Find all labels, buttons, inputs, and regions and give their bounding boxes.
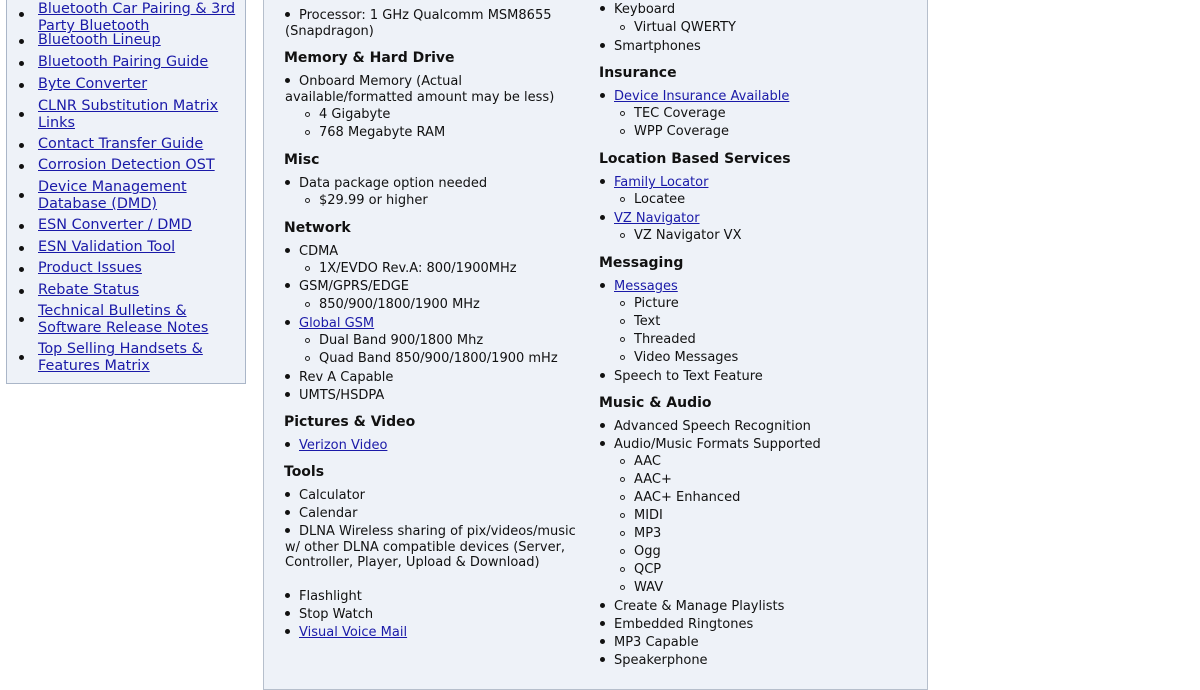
circle-bullet-icon: [620, 111, 625, 116]
nav-link-clnr-substitution[interactable]: CLNR Substitution Matrix Links: [38, 98, 219, 131]
spec-item: Calculator: [285, 488, 365, 503]
nav-link-contact-transfer[interactable]: Contact Transfer Guide: [38, 136, 204, 152]
section-title-network: Network: [284, 220, 351, 236]
bullet-icon: [19, 12, 24, 17]
bullet-icon: [285, 593, 290, 598]
bullet-icon: [600, 6, 605, 11]
circle-bullet-icon: [305, 338, 310, 343]
circle-bullet-icon: [305, 266, 310, 271]
device-specs-panel: [263, 0, 928, 690]
bullet-icon: [285, 12, 290, 17]
device-insurance-link[interactable]: Device Insurance Available: [614, 89, 790, 104]
bullet-icon: [285, 180, 290, 185]
spec-sub-item: MP3: [620, 526, 661, 541]
spec-sub-item: Ogg: [620, 544, 661, 559]
spec-sub-item: 1X/EVDO Rev.A: 800/1900MHz: [305, 261, 517, 276]
circle-bullet-icon: [620, 129, 625, 134]
section-title-memory: Memory & Hard Drive: [284, 50, 455, 66]
spec-item: [600, 89, 789, 104]
nav-link-bluetooth-lineup[interactable]: Bluetooth Lineup: [38, 32, 161, 48]
bullet-icon: [600, 441, 605, 446]
section-title-misc: Misc: [284, 152, 320, 168]
bullet-icon: [19, 61, 24, 66]
spec-sub-item: Text: [620, 314, 660, 329]
bullet-icon: [285, 392, 290, 397]
nav-item[interactable]: [7, 303, 239, 339]
section-title-pictures-video: Pictures & Video: [284, 414, 416, 430]
spec-item: Smartphones: [600, 39, 701, 54]
circle-bullet-icon: [620, 233, 625, 238]
nav-link-rebate-status[interactable]: Rebate Status: [38, 282, 140, 298]
spec-item: [285, 316, 374, 331]
bullet-icon: [19, 289, 24, 294]
nav-item[interactable]: [7, 54, 239, 72]
spec-sub-item: AAC+: [620, 472, 672, 487]
bullet-icon: [285, 78, 290, 83]
section-title-location: Location Based Services: [599, 151, 791, 167]
spec-sub-item: MIDI: [620, 508, 663, 523]
section-title-insurance: Insurance: [599, 65, 677, 81]
bullet-icon: [285, 528, 290, 533]
nav-item[interactable]: [7, 260, 239, 278]
spec-item: [285, 625, 407, 640]
spec-item: CDMA: [285, 244, 338, 259]
spec-item: Data package option needed: [285, 176, 487, 191]
bullet-icon: [19, 317, 24, 322]
spec-processor: Processor: 1 GHz Qualcomm MSM8655 (Snapdragon): [285, 8, 552, 39]
nav-link-bluetooth-car-pairing[interactable]: Bluetooth Car Pairing & 3rd Party Bluetooth: [38, 1, 236, 34]
nav-link-top-selling[interactable]: Top Selling Handsets & Features Matrix: [38, 341, 203, 374]
bullet-icon: [600, 373, 605, 378]
nav-item[interactable]: [7, 239, 239, 257]
bullet-icon: [19, 112, 24, 117]
circle-bullet-icon: [620, 301, 625, 306]
spec-item: Flashlight: [285, 589, 362, 604]
bullet-icon: [285, 611, 290, 616]
spec-item: [600, 211, 700, 226]
spec-sub-item: 850/900/1800/1900 MHz: [305, 297, 480, 312]
nav-link-esn-validation[interactable]: ESN Validation Tool: [38, 239, 176, 255]
spec-item: GSM/GPRS/EDGE: [285, 279, 409, 294]
nav-link-technical-bulletins[interactable]: Technical Bulletins & Software Release Notes: [38, 303, 209, 336]
spec-sub-item: Quad Band 850/900/1800/1900 mHz: [305, 351, 558, 366]
global-gsm-link[interactable]: Global GSM: [299, 316, 375, 331]
verizon-video-link[interactable]: Verizon Video: [299, 438, 388, 453]
bullet-icon: [600, 215, 605, 220]
bullet-icon: [285, 374, 290, 379]
spec-sub-item: AAC+ Enhanced: [620, 490, 740, 505]
left-nav-panel: [6, 0, 246, 384]
circle-bullet-icon: [305, 130, 310, 135]
spec-item: Audio/Music Formats Supported: [600, 437, 821, 452]
section-title-tools: Tools: [284, 464, 325, 480]
spec-sub-item: AAC: [620, 454, 661, 469]
bullet-icon: [600, 639, 605, 644]
section-title-music-audio: Music & Audio: [599, 395, 712, 411]
circle-bullet-icon: [620, 513, 625, 518]
spec-item: Stop Watch: [285, 607, 373, 622]
bullet-icon: [285, 283, 290, 288]
spec-item: UMTS/HSDPA: [285, 388, 384, 403]
spec-sub-item: WPP Coverage: [620, 124, 729, 139]
spec-sub-item: VZ Navigator VX: [620, 228, 741, 243]
bullet-icon: [19, 267, 24, 272]
bullet-icon: [19, 83, 24, 88]
bullet-icon: [600, 43, 605, 48]
nav-link-product-issues[interactable]: Product Issues: [38, 260, 142, 276]
bullet-icon: [600, 283, 605, 288]
bullet-icon: [285, 320, 290, 325]
nav-item[interactable]: [7, 76, 239, 94]
spec-sub-item: Virtual QWERTY: [620, 20, 736, 35]
bullet-icon: [19, 39, 24, 44]
nav-link-esn-converter[interactable]: ESN Converter / DMD: [38, 217, 192, 233]
circle-bullet-icon: [305, 356, 310, 361]
spec-sub-item: Video Messages: [620, 350, 738, 365]
nav-item[interactable]: [7, 32, 239, 50]
nav-item[interactable]: [7, 136, 239, 154]
circle-bullet-icon: [620, 531, 625, 536]
circle-bullet-icon: [620, 459, 625, 464]
circle-bullet-icon: [620, 337, 625, 342]
spec-item: Rev A Capable: [285, 370, 393, 385]
bullet-icon: [19, 164, 24, 169]
bullet-icon: [600, 603, 605, 608]
nav-item[interactable]: [7, 282, 239, 300]
spec-sub-item: 768 Megabyte RAM: [305, 125, 445, 140]
bullet-icon: [19, 193, 24, 198]
nav-link-bluetooth-pairing-guide[interactable]: Bluetooth Pairing Guide: [38, 54, 209, 70]
bullet-icon: [285, 248, 290, 253]
spec-item: MP3 Capable: [600, 635, 699, 650]
vz-navigator-link[interactable]: VZ Navigator: [614, 211, 700, 226]
bullet-icon: [285, 442, 290, 447]
spec-sub-item: Dual Band 900/1800 Mhz: [305, 333, 483, 348]
section-title-messaging: Messaging: [599, 255, 684, 271]
bullet-icon: [600, 93, 605, 98]
nav-item[interactable]: [7, 98, 239, 134]
spec-item: Calendar: [285, 506, 357, 521]
spec-item: Speech to Text Feature: [600, 369, 763, 384]
bullet-icon: [285, 510, 290, 515]
circle-bullet-icon: [620, 355, 625, 360]
spec-item: [600, 175, 708, 190]
circle-bullet-icon: [620, 549, 625, 554]
circle-bullet-icon: [620, 25, 625, 30]
bullet-icon: [19, 143, 24, 148]
nav-item[interactable]: [7, 217, 239, 235]
nav-item[interactable]: [7, 0, 239, 34]
bullet-icon: [285, 629, 290, 634]
nav-link-byte-converter[interactable]: Byte Converter: [38, 76, 148, 92]
bullet-icon: [285, 492, 290, 497]
family-locator-link[interactable]: Family Locator: [614, 175, 709, 190]
bullet-icon: [600, 621, 605, 626]
nav-item[interactable]: [7, 179, 239, 215]
nav-link-corrosion-detection[interactable]: Corrosion Detection OST: [38, 157, 215, 173]
nav-link-device-management[interactable]: Device Management Database (DMD): [38, 179, 187, 212]
circle-bullet-icon: [620, 319, 625, 324]
spec-item: Advanced Speech Recognition: [600, 419, 811, 434]
spec-dlna: DLNA Wireless sharing of pix/videos/music w/ other DLNA compatible devices (Server, Controller, Player, Upload & Download): [285, 524, 576, 571]
circle-bullet-icon: [305, 302, 310, 307]
spec-sub-item: TEC Coverage: [620, 106, 726, 121]
spec-item: [600, 279, 678, 294]
spec-sub-item: QCP: [620, 562, 661, 577]
bullet-icon: [19, 224, 24, 229]
spec-onboard-memory: Onboard Memory (Actual available/formatted amount may be less): [285, 74, 555, 105]
spec-sub-item: $29.99 or higher: [305, 193, 428, 208]
bullet-icon: [19, 355, 24, 360]
bullet-icon: [600, 179, 605, 184]
bullet-icon: [600, 657, 605, 662]
spec-item: [285, 438, 387, 453]
spec-sub-item: Threaded: [620, 332, 696, 347]
spec-sub-item: 4 Gigabyte: [305, 107, 390, 122]
circle-bullet-icon: [620, 197, 625, 202]
messages-link[interactable]: Messages: [614, 279, 678, 294]
bullet-icon: [600, 423, 605, 428]
spec-item: Keyboard: [600, 2, 675, 17]
circle-bullet-icon: [620, 495, 625, 500]
bullet-icon: [19, 246, 24, 251]
nav-item[interactable]: [7, 157, 239, 175]
circle-bullet-icon: [305, 112, 310, 117]
spec-item: Embedded Ringtones: [600, 617, 753, 632]
spec-sub-item: WAV: [620, 580, 663, 595]
spec-sub-item: Picture: [620, 296, 679, 311]
circle-bullet-icon: [620, 477, 625, 482]
spec-item: Create & Manage Playlists: [600, 599, 784, 614]
nav-item[interactable]: [7, 341, 239, 377]
circle-bullet-icon: [620, 585, 625, 590]
visual-voice-mail-link[interactable]: Visual Voice Mail: [299, 625, 408, 640]
circle-bullet-icon: [620, 567, 625, 572]
spec-item: Speakerphone: [600, 653, 708, 668]
spec-sub-item: Locatee: [620, 192, 685, 207]
circle-bullet-icon: [305, 198, 310, 203]
